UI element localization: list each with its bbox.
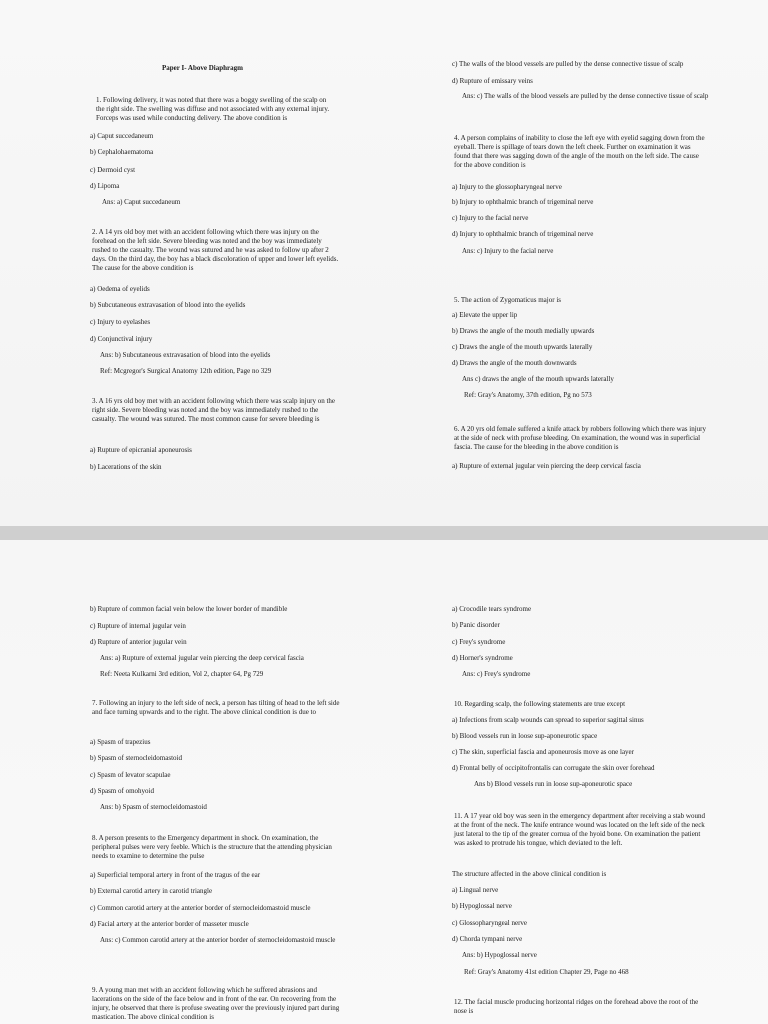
bottom-right-line: b) Hypoglossal nerve bbox=[452, 902, 512, 910]
top-left-line: 2. A 14 yrs old boy met with an accident following which there was injury on the forehead on the left side. Severe bleeding was noted and the boy was immediately rushed to the casualty. The wound was sutured and he was asked to follow up after 2 days. On the third day, the boy has a black discoloration of upper and lower left eyelids. The cause for the above condition is bbox=[92, 228, 339, 272]
top-right-line: 6. A 20 yrs old female suffered a knife attack by robbers following which there was injury at the side of neck with profuse bleeding. On examination, the wound was in superficial fascia. The cause for the bleeding in the above condition is bbox=[454, 425, 706, 451]
bottom-left-line: c) Spasm of levator scapulae bbox=[90, 771, 171, 779]
bottom-right-line: d) Chorda tympani nerve bbox=[452, 935, 523, 943]
top-right-line: d) Draws the angle of the mouth downwards bbox=[452, 359, 577, 367]
bottom-left-line: 8. A person presents to the Emergency department in shock. On examination, the peripheral pulses were very feeble. Which is the structure that the attending physician needs to examine to determine the pulse bbox=[92, 834, 332, 860]
page-gap bbox=[0, 526, 768, 540]
bottom-right-line: Ans: c) Frey's syndrome bbox=[462, 670, 531, 678]
bottom-right-line: c) Glossopharyngeal nerve bbox=[452, 919, 528, 927]
bottom-right-line: d) Horner's syndrome bbox=[452, 654, 513, 662]
top-left-line: d) Conjunctival injury bbox=[90, 335, 153, 343]
top-left-line: Ans: b) Subcutaneous extravasation of blood into the eyelids bbox=[100, 351, 271, 359]
top-right-line: 5. The action of Zygomaticus major is bbox=[454, 296, 561, 304]
bottom-left-line: 7. Following an injury to the left side of neck, a person has tilting of head to the left side and face turning upwards and to the right. The above clinical condition is due to bbox=[92, 699, 340, 716]
top-left-line: d) Lipoma bbox=[90, 182, 120, 190]
bottom-left-line: b) Rupture of common facial vein below the lower border of mandible bbox=[90, 605, 288, 613]
top-right-line: Ref: Gray's Anatomy, 37th edition, Pg no 573 bbox=[464, 391, 592, 399]
top-left-line: b) Lacerations of the skin bbox=[90, 463, 162, 471]
top-left-line: c) Injury to eyelashes bbox=[90, 318, 151, 326]
top-left-line: a) Caput succedaneum bbox=[90, 132, 154, 140]
top-left-line: 1. Following delivery, it was noted that there was a boggy swelling of the scalp on the right side. The swelling was diffuse and not associated with any external injury. Forceps was used while conducting delivery. The above condition is bbox=[96, 96, 330, 122]
top-right-line: b) Draws the angle of the mouth medially upwards bbox=[452, 327, 595, 335]
top-left-line: Ans: a) Caput succedaneum bbox=[102, 198, 181, 206]
top-right-line: 4. A person complains of inability to close the left eye with eyelid sagging down from the eyeball. There is spillage of tears down the left cheek. Further on examination it was found that there was sagging down of the angle of the mouth on the left side. The cause for the above condition is bbox=[454, 134, 705, 169]
bottom-left-line: d) Rupture of anterior jugular vein bbox=[90, 638, 187, 646]
bottom-left-line: Ans: c) Common carotid artery at the anterior border of sternocleidomastoid muscle bbox=[100, 936, 336, 944]
top-left-line: b) Subcutaneous extravasation of blood into the eyelids bbox=[90, 301, 246, 309]
top-left-line: Ref: Mcgregor's Surgical Anatomy 12th edition, Page no 329 bbox=[100, 367, 272, 375]
top-left-line: Paper I- Above Diaphragm bbox=[162, 64, 243, 72]
bottom-right-line: Ref: Gray's Anatomy 41st edition Chapter 29, Page no 468 bbox=[464, 968, 629, 976]
bottom-left-line: Ans: b) Spasm of sternocleidomastoid bbox=[100, 803, 207, 811]
bottom-left-line: Ans: a) Rupture of external jugular vein piercing the deep cervical fascia bbox=[100, 654, 304, 662]
bottom-right-line: Ans b) Blood vessels run in loose sup-aponeurotic space bbox=[474, 780, 633, 788]
top-right-line: d) Rupture of emissary veins bbox=[452, 77, 533, 85]
top-right-line: a) Elevate the upper lip bbox=[452, 311, 518, 319]
top-right-line: a) Injury to the glossopharyngeal nerve bbox=[452, 183, 562, 191]
bottom-left-line: a) Superficial temporal artery in front of the tragus of the ear bbox=[90, 871, 261, 879]
bottom-right-line: b) Panic disorder bbox=[452, 621, 500, 629]
bottom-right-line: Ans: b) Hypoglossal nerve bbox=[462, 951, 537, 959]
top-right-line: Ans c) draws the angle of the mouth upwards laterally bbox=[462, 375, 614, 383]
bottom-right-line: c) Frey's syndrome bbox=[452, 638, 506, 646]
bottom-right-line: d) Frontal belly of occipitofrontalis can corrugate the skin over forehead bbox=[452, 764, 655, 772]
top-right-line: b) Injury to ophthalmic branch of trigeminal nerve bbox=[452, 198, 594, 206]
top-right-line: d) Injury to ophthalmic branch of trigeminal nerve bbox=[452, 230, 594, 238]
bottom-left-line: d) Facial artery at the anterior border of masseter muscle bbox=[90, 920, 249, 928]
bottom-left-line: a) Spasm of trapezius bbox=[90, 738, 151, 746]
bottom-right-line: b) Blood vessels run in loose sup-aponeurotic space bbox=[452, 732, 598, 740]
bottom-right-line: 12. The facial muscle producing horizontal ridges on the forehead above the root of the nose is bbox=[454, 998, 699, 1015]
top-right-line: c) The walls of the blood vessels are pulled by the dense connective tissue of scalp bbox=[452, 60, 684, 68]
bottom-left-line: Ref: Neeta Kulkarni 3rd edition, Vol 2, chapter 64, Pg 729 bbox=[100, 670, 264, 678]
top-right-line: Ans: c) The walls of the blood vessels are pulled by the dense connective tissue of scalp bbox=[462, 92, 709, 100]
bottom-right-line: a) Lingual nerve bbox=[452, 886, 499, 894]
top-left-line: c) Dermoid cyst bbox=[90, 166, 136, 174]
top-right-line: Ans: c) Injury to the facial nerve bbox=[462, 247, 554, 255]
bottom-right-line: a) Crocodile tears syndrome bbox=[452, 605, 532, 613]
top-left-line: a) Oedema of eyelids bbox=[90, 285, 150, 293]
top-right-line: a) Rupture of external jugular vein piercing the deep cervical fascia bbox=[452, 462, 641, 470]
page-bottom bbox=[0, 540, 768, 1024]
bottom-left-line: 9. A young man met with an accident following which he suffered abrasions and lacerations on the side of the face below and in front of the ear. On recovering from the injury, he observed that there is profuse sweating over the previously injured part during mastication. The above clinical condition is bbox=[92, 986, 340, 1021]
top-right-line: c) Injury to the facial nerve bbox=[452, 214, 529, 222]
bottom-right-line: c) The skin, superficial fascia and aponeurosis move as one layer bbox=[452, 748, 634, 756]
bottom-right-line: 10. Regarding scalp, the following statements are true except bbox=[454, 700, 626, 708]
bottom-right-line: 11. A 17 year old boy was seen in the emergency department after receiving a stab wound at the front of the neck. The knife entrance wound was located on the left side of the neck just lateral to the tip of the greater cornua of the hyoid bone. On examination the patient was asked to protrude his tongue, which deviated to the left. bbox=[454, 812, 705, 847]
bottom-left-line: b) Spasm of sternocleidomastoid bbox=[90, 754, 182, 762]
top-left-line: b) Cephalohaematoma bbox=[90, 148, 154, 156]
bottom-left-line: d) Spasm of omohyoid bbox=[90, 787, 154, 795]
bottom-right-line: a) Infections from scalp wounds can spread to superior sagittal sinus bbox=[452, 716, 644, 724]
top-left-line: a) Rupture of epicranial aponeurosis bbox=[90, 446, 192, 454]
bottom-right-line: The structure affected in the above clinical condition is bbox=[452, 870, 607, 878]
bottom-left-line: b) External carotid artery in carotid triangle bbox=[90, 887, 213, 895]
top-left-line: 3. A 16 yrs old boy met with an accident following which there was scalp injury on the right side. Severe bleeding was noted and the boy was immediately rushed to the casualty. The wound was sutured. The most common cause for severe bleeding is bbox=[92, 397, 336, 423]
bottom-left-line: c) Rupture of internal jugular vein bbox=[90, 622, 186, 630]
bottom-left-line: c) Common carotid artery at the anterior border of sternocleidomastoid muscle bbox=[90, 904, 311, 912]
top-right-line: c) Draws the angle of the mouth upwards laterally bbox=[452, 343, 593, 351]
